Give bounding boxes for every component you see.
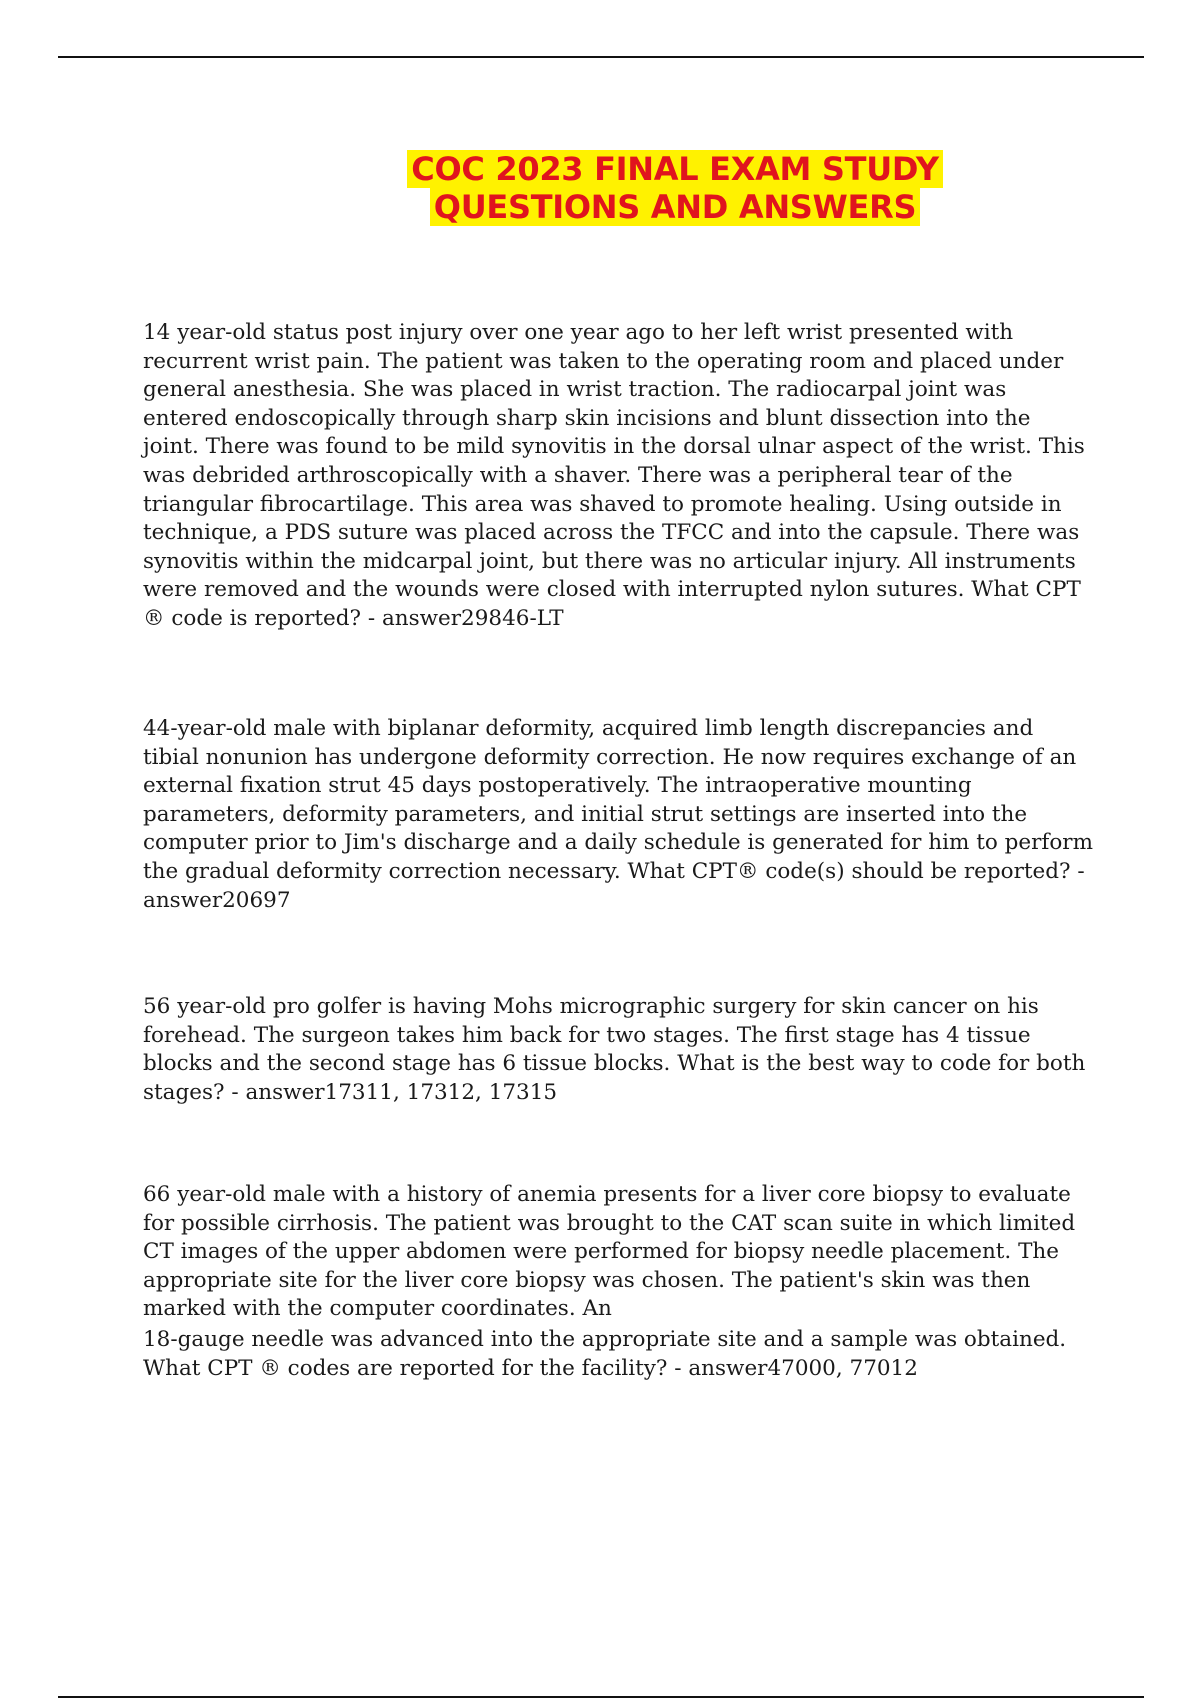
title-line-1: COC 2023 FINAL EXAM STUDY bbox=[407, 150, 942, 188]
page-top-rule bbox=[58, 56, 1144, 58]
title-line-2: QUESTIONS AND ANSWERS bbox=[430, 188, 920, 226]
question-4-continuation: 18-gauge needle was advanced into the appropriate site and a sample was obtained. What CPT ® codes are reported for the facility? - answer47000, 77012 bbox=[143, 1327, 1067, 1381]
question-1: 14 year-old status post injury over one year ago to her left wrist presented with recurrent wrist pain. The patient was taken to the operating room and placed under general anesthesia. She was placed in wrist traction. The radiocarpal joint was entered endoscopically through sharp skin incisions and blunt dissection into the joint. There was found to be mild synovitis in the dorsal ulnar aspect of the wrist. This was debrided arthroscopically with a shaver. There was a peripheral tear of the triangular fibrocartilage. This area was shaved to promote healing. Using outside in technique, a PDS suture was placed across the TFCC and into the capsule. There was synovitis within the midcarpal joint, but there was no articular injury. All instruments were removed and the wounds were closed with interrupted nylon sutures. What CPT ® code is reported? - answer29846-LT bbox=[143, 320, 1085, 631]
question-2: 44-year-old male with biplanar deformity, acquired limb length discrepancies and tibial nonunion has undergone deformity correction. He now requires exchange of an external fixation strut 45 days postoperatively. The intraoperative mounting parameters, deformity parameters, and initial strut settings are inserted into the computer prior to Jim's discharge and a daily schedule is generated for him to perform the gradual deformity correction necessary. What CPT® code(s) should be reported? - answer20697 bbox=[143, 716, 1093, 913]
question-3: 56 year-old pro golfer is having Mohs micrographic surgery for skin cancer on his forehead. The surgeon takes him back for two stages. The first stage has 4 tissue blocks and the second stage has 6 tissue blocks. What is the best way to code for both stages? - answer17311, 17312, 17315 bbox=[143, 994, 1086, 1105]
document-title bbox=[0, 150, 1200, 226]
page-bottom-rule bbox=[58, 1696, 1144, 1698]
question-4: 66 year-old male with a history of anemia presents for a liver core biopsy to evaluate for possible cirrhosis. The patient was brought to the CAT scan suite in which limited CT images of the upper abdomen were performed for biopsy needle placement. The appropriate site for the liver core biopsy was chosen. The patient's skin was then marked with the computer coordinates. An bbox=[143, 1182, 1076, 1322]
